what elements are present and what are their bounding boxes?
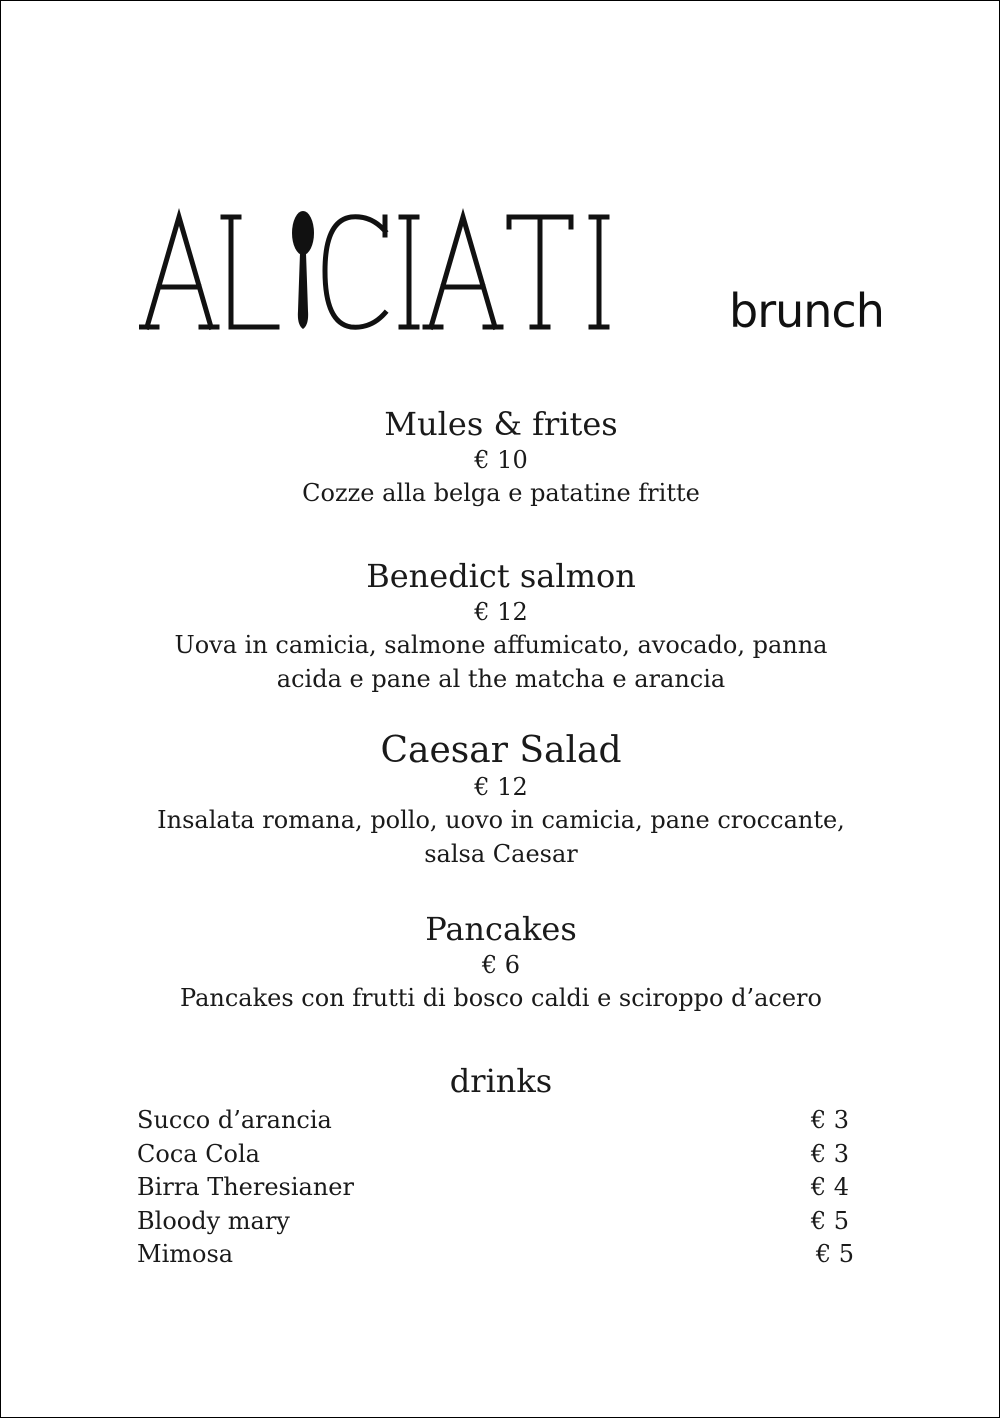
item-name: Mules & frites [384,405,618,443]
item-description: Pancakes con frutti di bosco caldi e sciroppo d’acero [180,984,822,1012]
drink-name: Birra Theresianer [137,1173,354,1201]
spoon-icon [292,211,314,329]
drink-row [137,1170,857,1204]
item-name: Pancakes [425,910,577,948]
menu-item [101,556,901,696]
drink-row [137,1103,857,1137]
drink-price: € 5 [810,1207,849,1235]
drink-price: € 3 [810,1106,849,1134]
item-description-line: Uova in camicia, salmone affumicato, avocado, panna [174,631,828,659]
drink-row [137,1237,857,1271]
drink-name: Bloody mary [137,1207,290,1235]
item-price: € 12 [474,598,528,626]
item-price: € 12 [474,773,528,801]
menu-subtitle: brunch [729,284,884,338]
drink-row [137,1137,857,1171]
drink-name: Succo d’arancia [137,1106,332,1134]
item-price: € 6 [481,951,521,979]
menu-item [101,404,901,510]
drink-price: € 5 [815,1240,854,1268]
item-name: Benedict salmon [366,557,636,595]
drink-row [137,1204,857,1238]
item-description-line: Insalata romana, pollo, uovo in camicia, pane croccante, [157,806,845,834]
item-name: Caesar Salad [380,730,622,771]
drink-price: € 3 [810,1140,849,1168]
logo-wordmark-graphic [139,201,619,341]
drinks-heading: drinks [449,1062,553,1100]
item-price: € 10 [474,446,528,474]
aliciati-logo [139,201,619,341]
drink-name: Mimosa [137,1240,234,1268]
item-description-line: salsa Caesar [424,840,578,868]
drink-name: Coca Cola [137,1140,260,1168]
drink-price: € 4 [810,1173,849,1201]
item-description-line: acida e pane al the matcha e arancia [276,665,726,693]
item-description: Cozze alla belga e patatine fritte [302,479,700,507]
menu-item [101,731,901,871]
menu-item [101,909,901,1015]
